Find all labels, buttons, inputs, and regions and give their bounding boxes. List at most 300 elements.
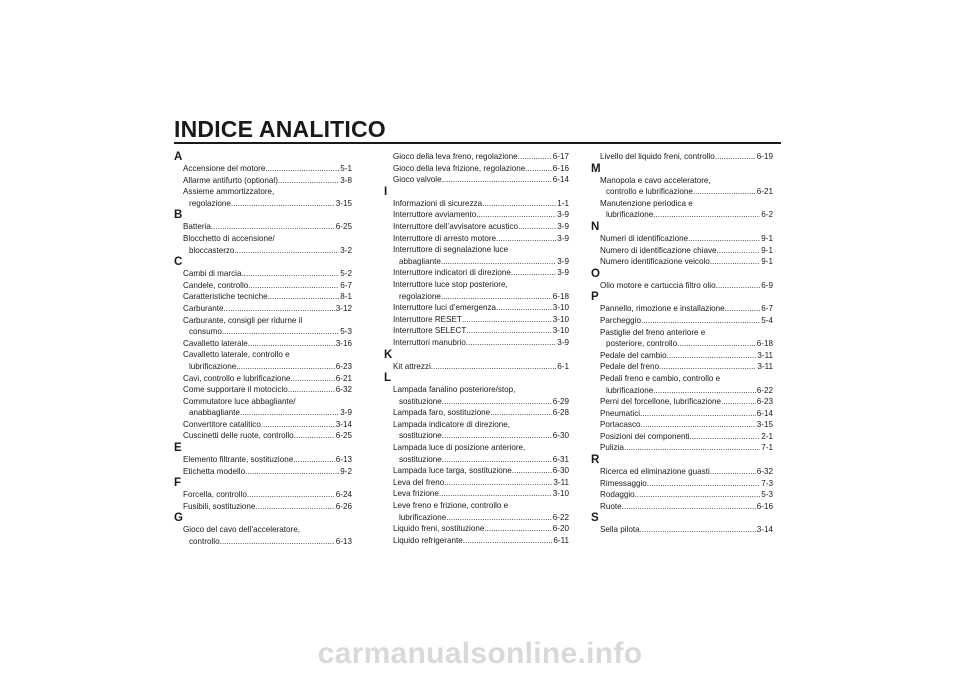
page-number: 6-26 [335,501,352,511]
page-number: 6-23 [335,361,352,371]
index-entry [591,501,773,513]
entry-text: Caratteristiche tecniche [183,292,268,302]
page-number: 9-1 [761,233,773,243]
entry-text: Batteria [183,222,211,232]
page-number: 7-3 [761,478,773,488]
dot-leader [231,198,335,210]
entry-text: Accensione del motore [183,164,266,173]
page-number: 5-3 [340,327,352,337]
entry-text: Interruttore avviamento [393,210,477,220]
dot-leader [441,291,552,303]
dot-leader [647,478,761,490]
dot-leader [261,419,335,431]
index-entry [591,524,773,536]
entry-text: Lampada fanalino posteriore/stop, [393,385,516,395]
page-number: 5-1 [340,164,352,173]
page-number: 6-11 [553,535,569,545]
dot-leader [653,385,756,397]
entry-text: Gioco del cavo dell’acceleratore, [183,525,300,535]
index-entry [591,175,773,198]
page-number: 1-1 [557,198,569,208]
dot-leader [484,523,551,535]
index-letter-heading: F [174,477,182,490]
entry-text: Lampada luce targa, sostituzione [393,466,512,476]
dot-leader [496,302,552,314]
entry-text: Pastiglie del freno anteriore e [600,327,706,337]
title-rule [174,142,781,144]
page-number: 5-2 [340,269,352,279]
entry-text: lubrificazione [399,512,447,522]
page-number: 6-22 [552,512,569,522]
dot-leader [293,454,335,466]
page-number: 9-1 [761,257,773,267]
index-entry [174,315,352,338]
index-entry [174,291,352,303]
page-number: 3-11 [757,362,773,372]
dot-leader [624,442,760,454]
entry-text: Interruttore RESET [393,314,462,324]
index-letter-heading: I [384,185,388,198]
page-number: 6-7 [761,304,773,314]
dot-leader [236,361,335,373]
index-entry [174,501,352,513]
entry-text: Interruttore indicatori di direzione [393,268,511,278]
dot-leader [641,315,760,327]
index-entry [591,489,773,501]
index-entry [591,245,773,257]
index-entry [174,349,352,372]
entry-text: controllo [189,537,220,547]
page-number: 6-2 [761,210,773,220]
index-entry [384,279,569,302]
dot-leader [241,268,339,280]
index-entry [591,233,773,245]
entry-text: Commutatore luce abbagliante/ [183,396,296,406]
dot-leader [512,465,552,477]
dot-leader [265,163,339,175]
page-number: 6-32 [335,385,352,395]
index-entry [174,466,352,478]
entry-text: Interruttore di segnalazione luce [393,245,509,255]
entry-text: anabbagliante [189,408,240,418]
dot-leader [641,419,756,431]
dot-leader [640,408,756,420]
dot-leader [518,221,556,233]
entry-text: Olio motore e cartuccia filtro olio [600,280,716,290]
dot-leader [247,489,335,501]
index-column-2 [384,151,569,546]
index-entry [174,396,352,419]
page-number: 3-9 [557,221,569,231]
entry-text: Cambi di marcia [183,269,242,279]
dot-leader [622,501,756,513]
entry-text: sostituzione [399,454,442,464]
index-entry [591,408,773,420]
page-number: 3-8 [340,175,352,185]
dot-leader [278,175,339,187]
index-entry [384,535,569,547]
page-number: 6-16 [756,501,773,511]
index-entry [384,174,569,186]
page-number: 6-13 [335,537,352,547]
index-letter-heading: K [384,348,393,361]
entry-text: Cavalletto laterale, controllo e [183,350,290,360]
dot-leader [248,280,339,292]
entry-text: Interruttore luci d’emergenza [393,303,497,313]
page-number: 6-29 [552,396,569,406]
index-entry [384,163,569,175]
entry-text: Pedali freno e cambio, controllo e [600,373,721,383]
page-number: 2-1 [761,431,773,441]
dot-leader [476,209,556,221]
entry-text: Pulizia [600,443,624,453]
index-entry [384,523,569,535]
entry-text: Elemento filtrante, sostituzione [183,455,294,465]
entry-text: Convertitore catalitico [183,419,261,429]
dot-leader [635,489,761,501]
entry-text: Fusibili, sostituzione [183,501,256,511]
entry-text: Cavalletto laterale [183,338,248,348]
index-entry [591,198,773,221]
page-number: 3-14 [335,419,352,429]
entry-text: Allarme antifurto (optional) [183,175,278,185]
dot-leader [431,361,557,373]
page-number: 3-10 [552,314,569,324]
dot-leader [511,267,556,279]
page-number: 6-32 [756,467,773,477]
entry-text: Candele, controllo [183,280,249,290]
index-entry [384,465,569,477]
dot-leader [496,233,556,245]
entry-text: Blocchetto di accensione/ [183,233,275,243]
entry-text: Rimessaggio [600,478,647,488]
index-entry [384,325,569,337]
dot-leader [211,221,335,233]
index-entry [384,221,569,233]
page-number: 3-11 [757,350,773,360]
entry-text: Interruttore dell’avvisatore acustico [393,221,519,231]
entry-text: Liquido refrigerante [393,535,463,545]
page-number: 6-25 [335,222,352,232]
dot-leader [439,488,552,500]
entry-text: Sella pilota [600,525,640,535]
index-entry [384,209,569,221]
entry-text: controllo e lubrificazione [606,187,693,197]
entry-text: abbagliante [399,256,441,266]
entry-text: Parcheggio [600,315,641,325]
index-entry [384,407,569,419]
dot-leader [268,291,340,303]
entry-text: Ruote [600,501,622,511]
entry-text: Informazioni di sicurezza [393,198,483,208]
entry-text: Numero identificazione veicolo [600,257,710,267]
index-entry [591,303,773,315]
index-letter-heading: B [174,209,183,222]
index-entry [174,524,352,547]
index-entry [591,419,773,431]
page-number: 3-11 [553,477,569,487]
page-number: 3-12 [335,303,352,313]
index-letter-heading: M [591,162,601,175]
entry-text: Livello del liquido freni, controllo [600,152,715,161]
dot-leader [710,256,761,268]
dot-leader [291,373,335,385]
page-number: 9-1 [761,245,773,255]
index-letter-heading: A [174,151,183,163]
page-number: 6-31 [552,454,569,464]
page-number: 6-1 [557,361,569,371]
page-number: 6-22 [756,385,773,395]
index-entry [174,430,352,442]
entry-text: Manopola e cavo acceleratore, [600,175,711,185]
entry-text: Rodaggio [600,490,635,500]
entry-text: Carburante, consigli per ridurne il [183,315,303,325]
index-letter-heading: S [591,512,599,525]
index-entry [174,373,352,385]
index-column-3 [591,151,773,536]
index-entry [174,338,352,350]
dot-leader [677,338,756,350]
page-number: 6-21 [756,187,773,197]
dot-leader [690,431,761,443]
entry-text: Carburante [183,303,224,313]
index-entry [174,384,352,396]
index-entry [384,442,569,465]
entry-text: consumo [189,327,222,337]
entry-text: Cuscinetti delle ruote, controllo [183,431,294,441]
dot-leader [693,186,756,198]
index-letter-heading: N [591,220,600,233]
entry-text: regolazione [189,198,231,208]
entry-text: Pannello, rimozione e installazione [600,304,725,314]
page-number: 3-15 [756,420,773,430]
page-number: 6-30 [552,431,569,441]
dot-leader [288,384,335,396]
page-number: 6-19 [756,152,773,161]
dot-leader [442,174,552,186]
page-number: 5-4 [761,315,773,325]
dot-leader [466,337,556,349]
dot-leader [442,396,552,408]
page-number: 6-28 [552,408,569,418]
dot-leader [463,535,553,547]
index-entry [174,163,352,175]
entry-text: Leve freno e frizione, controllo e [393,501,509,511]
index-entry [591,466,773,478]
index-entry [591,478,773,490]
index-letter-heading: C [174,256,183,269]
page-number: 3-9 [557,233,569,243]
index-entry [591,361,773,373]
dot-leader [245,466,339,478]
page-number: 3-10 [552,489,569,499]
entry-text: Cavi, controllo e lubrificazione [183,373,291,383]
index-entry [384,151,569,163]
dot-leader [525,163,552,175]
page-number: 6-20 [552,524,569,534]
dot-leader [248,338,335,350]
index-entry [384,233,569,245]
dot-leader [446,512,552,524]
index-entry [591,373,773,396]
page-number: 6-14 [552,175,569,185]
index-letter-heading: O [591,267,600,280]
dot-leader [466,325,551,337]
page-number: 3-15 [335,198,352,208]
index-entry [174,280,352,292]
dot-leader [715,151,756,163]
entry-text: Interruttore luce stop posteriore, [393,279,508,289]
entry-text: Liquido freni, sostituzione [393,524,485,534]
index-entry [384,477,569,489]
page-number: 6-24 [335,490,352,500]
entry-text: Assieme ammortizzatore, [183,187,275,197]
index-entry [174,489,352,501]
dot-leader [725,303,761,315]
dot-leader [717,245,761,257]
page-number: 3-9 [340,408,352,418]
dot-leader [482,198,556,210]
entry-text: Gioco della leva frizione, regolazione [393,163,526,173]
page-number: 3-16 [335,338,352,348]
index-entry [591,431,773,443]
entry-text: Interruttori manubrio [393,337,466,347]
page-number: 6-18 [756,339,773,349]
entry-text: Interruttore di arresto motore [393,233,497,243]
entry-text: sostituzione [399,431,442,441]
index-entry [591,350,773,362]
index-entry [591,256,773,268]
index-entry [384,244,569,267]
page-number: 3-10 [552,326,569,336]
index-entry [591,396,773,408]
entry-text: Lampada luce di posizione anteriore, [393,443,526,453]
entry-text: lubrificazione [606,210,654,220]
entry-text: Pneumatici [600,408,641,418]
page-number: 9-2 [340,466,352,476]
index-entry [174,233,352,256]
dot-leader [255,501,334,513]
dot-leader [444,477,552,489]
index-entry [384,267,569,279]
page-number: 3-10 [552,303,569,313]
index-entry [591,442,773,454]
entry-text: Lampada faro, sostituzione [393,408,491,418]
entry-text: Numeri di identificazione [600,233,689,243]
dot-leader [667,350,757,362]
entry-text: Interruttore SELECT [393,326,467,336]
index-entry [174,454,352,466]
index-entry [384,314,569,326]
page-number: 3-9 [557,268,569,278]
entry-text: bloccasterzo [189,245,235,255]
entry-text: sostituzione [399,396,442,406]
entry-text: Posizioni dei componenti [600,431,690,441]
page-number: 8-1 [340,292,352,302]
dot-leader [224,303,335,315]
dot-leader [659,361,756,373]
dot-leader [240,407,339,419]
dot-leader [294,430,335,442]
entry-text: Leva del freno [393,477,445,487]
index-entry [384,337,569,349]
index-entry [384,384,569,407]
entry-text: Lampada indicatore di direzione, [393,419,510,429]
entry-text: Etichetta modello [183,466,246,476]
page-number: 5-3 [761,490,773,500]
page-number: 6-14 [756,408,773,418]
page-number: 6-18 [552,291,569,301]
dot-leader [716,280,761,292]
entry-text: Gioco valvole [393,175,442,185]
dot-leader [518,151,552,163]
index-entry [174,268,352,280]
index-entry [384,488,569,500]
page-number: 6-21 [335,373,352,383]
dot-leader [721,396,756,408]
page-number: 7-1 [761,443,773,453]
entry-text: Pedale del freno [600,362,659,372]
index-column-1 [174,151,352,548]
entry-text: Leva frizione [393,489,439,499]
dot-leader [462,314,552,326]
index-entry [174,186,352,209]
page-number: 3-14 [756,525,773,535]
entry-text: Forcella, controllo [183,490,247,500]
index-entry [384,302,569,314]
dot-leader [220,536,335,548]
entry-text: Manutenzione periodica e [600,198,693,208]
dot-leader [442,430,552,442]
page-number: 6-23 [756,397,773,407]
entry-text: Ricerca ed eliminazione guasti [600,467,710,477]
dot-leader [653,209,760,221]
entry-text: Portacasco [600,420,641,430]
entry-text: Gioco della leva freno, regolazione [393,152,518,161]
page-number: 3-2 [340,245,352,255]
index-letter-heading: G [174,512,183,525]
entry-text: posteriore, controllo [606,339,678,349]
dot-leader [234,245,339,257]
page-number: 6-7 [340,280,352,290]
page-number: 6-16 [552,163,569,173]
index-entry [591,327,773,350]
dot-leader [442,454,552,466]
entry-text: Numero di identificazione chiave [600,245,717,255]
index-letter-heading: P [591,291,599,304]
entry-text: lubrificazione [189,361,237,371]
page-number: 3-9 [557,337,569,347]
index-entry [591,315,773,327]
dot-leader [710,466,756,478]
dot-leader [222,326,339,338]
index-letter-heading: L [384,372,392,385]
entry-text: Come supportare il motociclo [183,385,288,395]
index-letter-heading: E [174,442,182,455]
index-entry [591,280,773,292]
index-entry [591,151,773,163]
index-entry [384,419,569,442]
entry-text: Pedale del cambio [600,350,667,360]
page-title: INDICE ANALITICO [174,116,386,142]
dot-leader [441,256,556,268]
index-entry [174,221,352,233]
watermark: carmanualsonline.info [317,637,643,670]
index-entry [174,175,352,187]
entry-text: regolazione [399,291,441,301]
index-letter-heading: R [591,454,600,467]
index-entry [384,198,569,210]
